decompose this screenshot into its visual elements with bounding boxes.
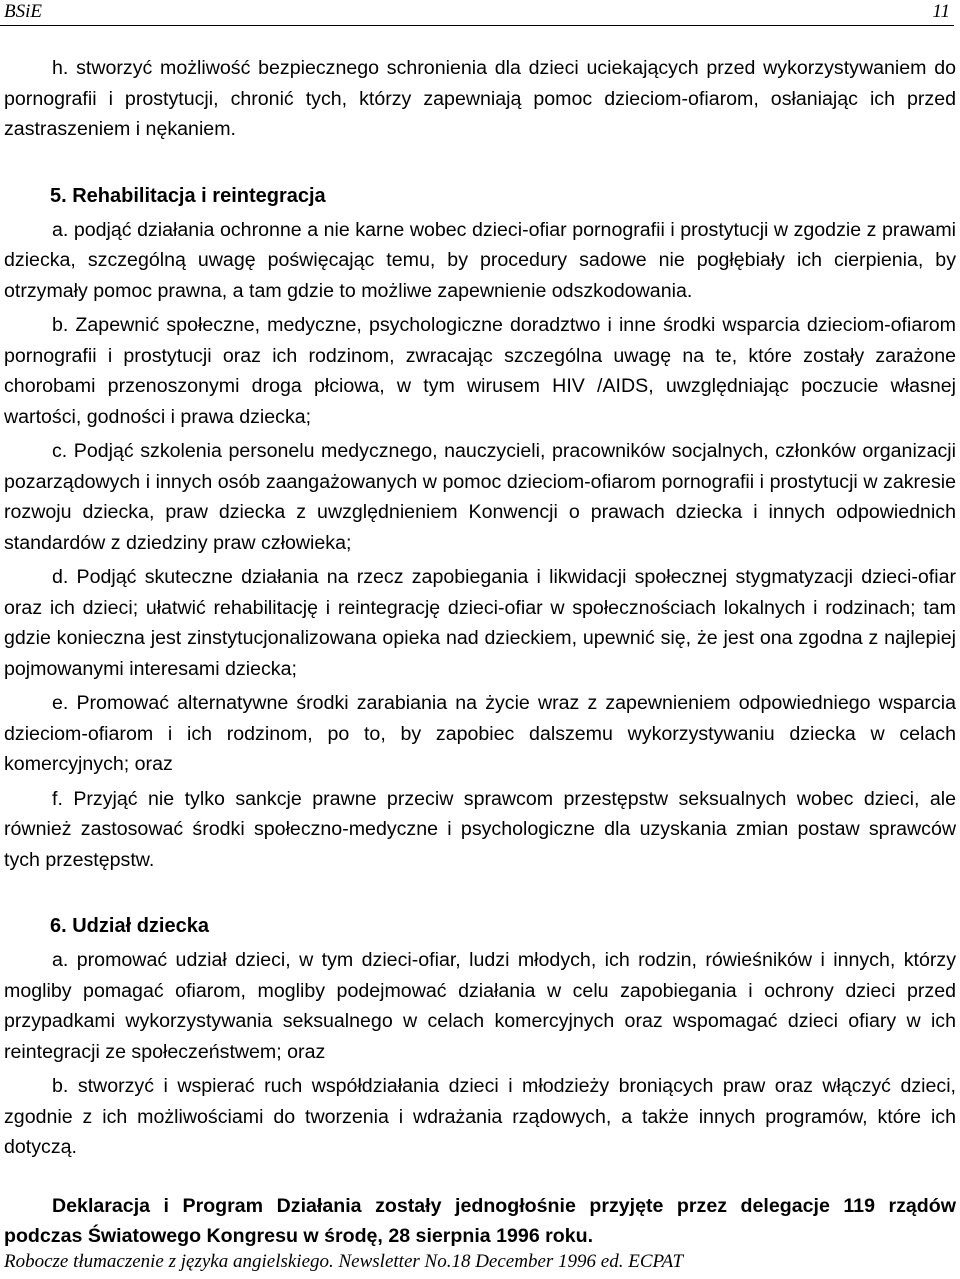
paragraph-item-5d: d. Podjąć skuteczne działania na rzecz zapobiegania i likwidacji społecznej stygmatyzacji dzieci-ofiar oraz ich dzieci; ułatwić rehabilitację i reintegrację dzieci-ofiar w społecznościach lokalnych i rodzinach; tam gdzie konieczna jest zinstytucjonalizowana opieka nad dzieckiem, upewnić się, że jest ona zgodna z najlepiej pojmowanymi interesami dziecka; <box>4 566 956 680</box>
page-number: 11 <box>932 1 950 22</box>
paragraph-item-5f: f. Przyjąć nie tylko sankcje prawne przeciw sprawcom przestępstw seksualnych wobec dzieci, ale również zastosować środki społeczno-medyczne i psychologiczne dla uzyskania zmian postaw sprawców tych przestępstw. <box>4 787 956 871</box>
page-footer: Robocze tłumaczenie z języka angielskiego. Newsletter No.18 December 1996 ed. ECPAT <box>4 1251 684 1272</box>
paragraph-item-5c: c. Podjąć szkolenia personelu medycznego, nauczycieli, pracowników socjalnych, członków organizacji pozarządowych i innych osób zaangażowanych w pomoc dzieciom-ofiarom pornografii i prostytucji w zakresie rozwoju dziecka, praw dziecka z uwzględnieniem Konwencji o prawach dziecka i innych odpowiednich standardów z dziedziny praw człowieka; <box>4 440 956 554</box>
page-header <box>0 0 954 26</box>
closing-statement: Deklaracja i Program Działania zostały jednogłośnie przyjęte przez delegacje 119 rządów podczas Światowego Kongresu w środę, 28 sierpnia 1996 roku. <box>4 1194 956 1247</box>
paragraph-item-5e: e. Promować alternatywne środki zarabiania na życie wraz z zapewnieniem odpowiedniego wsparcia dzieciom-ofiarom i ich rodzinom, po to, by zapobiec dalszemu wykorzystywaniu dziecka w celach komercyjnych; oraz <box>4 692 956 775</box>
section-6-heading: 6. Udział dziecka <box>50 915 209 937</box>
paragraph-item-6b: b. stworzyć i wspierać ruch współdziałania dzieci i młodzieży broniących praw oraz włączyć dzieci, zgodnie z ich możliwościami do tworzenia i wdrażania rządowych, a także innych programów, które ich dotyczą. <box>4 1075 956 1158</box>
paragraph-item-6a: a. promować udział dzieci, w tym dzieci-ofiar, ludzi młodych, ich rodzin, rówieśników i innych, którzy mogliby pomagać ofiarom, mogliby podejmować działania w celu zapobiegania i ochrony dzieci przed przypadkami wykorzystywania seksualnego w celach komercyjnych oraz wspomagać dzieci ofiary w ich reintegracji ze społeczeństwem; oraz <box>4 949 956 1063</box>
header-title: BSiE <box>4 1 42 22</box>
paragraph-item-h: h. stworzyć możliwość bezpiecznego schronienia dla dzieci uciekających przed wykorzystywaniem do pornografii i prostytucji, chronić tych, którzy zapewniają pomoc dzieciom-ofiarom, osłaniając ich przed zastraszeniem i nękaniem. <box>4 57 956 140</box>
paragraph-item-5a: a. podjąć działania ochronne a nie karne wobec dzieci-ofiar pornografii i prostytucji w zgodzie z prawami dziecka, szczególną uwagę poświęcając temu, by procedury sadowe nie pogłębiały ich cierpienia, by otrzymały pomoc prawna, a tam gdzie to możliwe zapewnienie odszkodowania. <box>4 218 956 302</box>
document-body <box>4 53 956 1252</box>
paragraph-item-5b: b. Zapewnić społeczne, medyczne, psychologiczne doradztwo i inne środki wsparcia dzieciom-ofiarom pornografii i prostytucji oraz ich rodzinom, zwracając szczególna uwagę na te, które zostały zarażone chorobami przenoszonymi droga płciowa, w tym wirusem HIV /AIDS, uwzględniając poczucie własnej wartości, godności i prawa dziecka; <box>4 314 956 428</box>
section-5-heading: 5. Rehabilitacja i reintegracja <box>50 184 326 207</box>
